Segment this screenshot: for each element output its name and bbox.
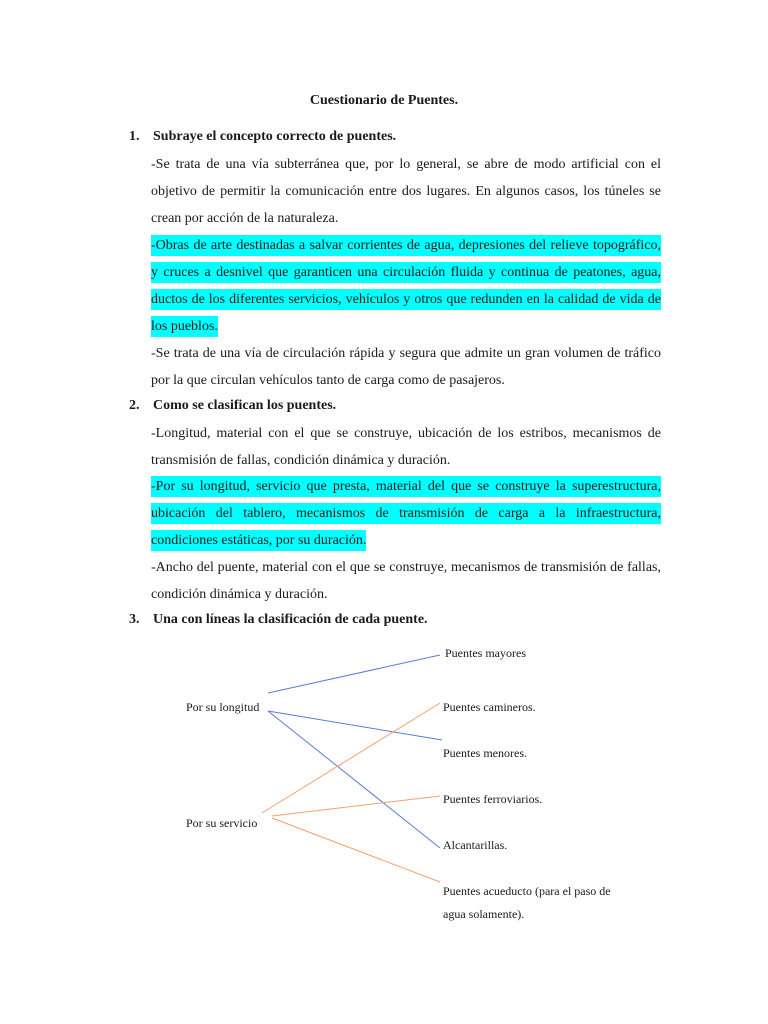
line-servicio-ferroviarios	[272, 796, 440, 816]
line-longitud-mayores	[268, 655, 440, 693]
question-1-option-b-text: -Obras de arte destinadas a salvar corrientes de agua, depresiones del relieve topográfico, y cruces a desnivel que garanticen una circulación fluida y continua de peatones, agua, ductos de los diferentes servicios, vehículos y otros que redunden en la calidad de vida de los pueblos.	[151, 235, 661, 337]
left-label-servicio: Por su servicio	[186, 816, 258, 830]
line-servicio-camineros	[262, 703, 440, 813]
right-label-ferroviarios: Puentes ferroviarios.	[443, 792, 543, 806]
line-longitud-alcantarillas	[268, 711, 440, 848]
question-2-option-a: -Longitud, material con el que se construye, ubicación de los estribos, mecanismos de transmisión de fallas, condición dinámica y duración.	[151, 426, 661, 468]
right-label-acueducto-line2: agua solamente).	[443, 907, 525, 921]
question-3-number: 3.	[129, 612, 140, 627]
right-label-mayores: Puentes mayores	[445, 646, 526, 660]
question-1-option-c: -Se trata de una vía de circulación rápida y segura que admite un gran volumen de tráfico por la que circulan vehículos tanto de carga como de pasajeros.	[151, 346, 661, 388]
right-label-menores: Puentes menores.	[443, 746, 527, 760]
right-label-acueducto-line1: Puentes acueducto (para el paso de	[443, 884, 611, 898]
question-2-text: Como se clasifican los puentes.	[153, 398, 337, 413]
document-title: Cuestionario de Puentes.	[309, 93, 459, 108]
question-2-option-c: -Ancho del puente, material con el que se construye, mecanismos de transmisión de fallas, condición dinámica y duración.	[151, 560, 661, 602]
line-longitud-menores	[268, 711, 442, 740]
right-label-camineros: Puentes camineros.	[443, 700, 536, 714]
left-label-longitud: Por su longitud	[186, 700, 260, 714]
question-1-number: 1.	[129, 129, 140, 144]
question-3-text: Una con líneas la clasificación de cada puente.	[153, 612, 428, 627]
question-1-text: Subraye el concepto correcto de puentes.	[153, 129, 397, 144]
right-label-alcantarillas: Alcantarillas.	[443, 838, 508, 852]
question-1-option-a: -Se trata de una vía subterránea que, por lo general, se abre de modo artificial con el objetivo de permitir la comunicación entre dos lugares. En algunos casos, los túneles se crean por acción de la naturaleza.	[151, 157, 661, 226]
question-2-number: 2.	[129, 398, 140, 413]
question-2-option-b-text: -Por su longitud, servicio que presta, material del que se construye la superestructura, ubicación del tablero, mecanismos de transmisión de carga a la infraestructura, condiciones estáticas, por su duración.	[151, 476, 661, 551]
